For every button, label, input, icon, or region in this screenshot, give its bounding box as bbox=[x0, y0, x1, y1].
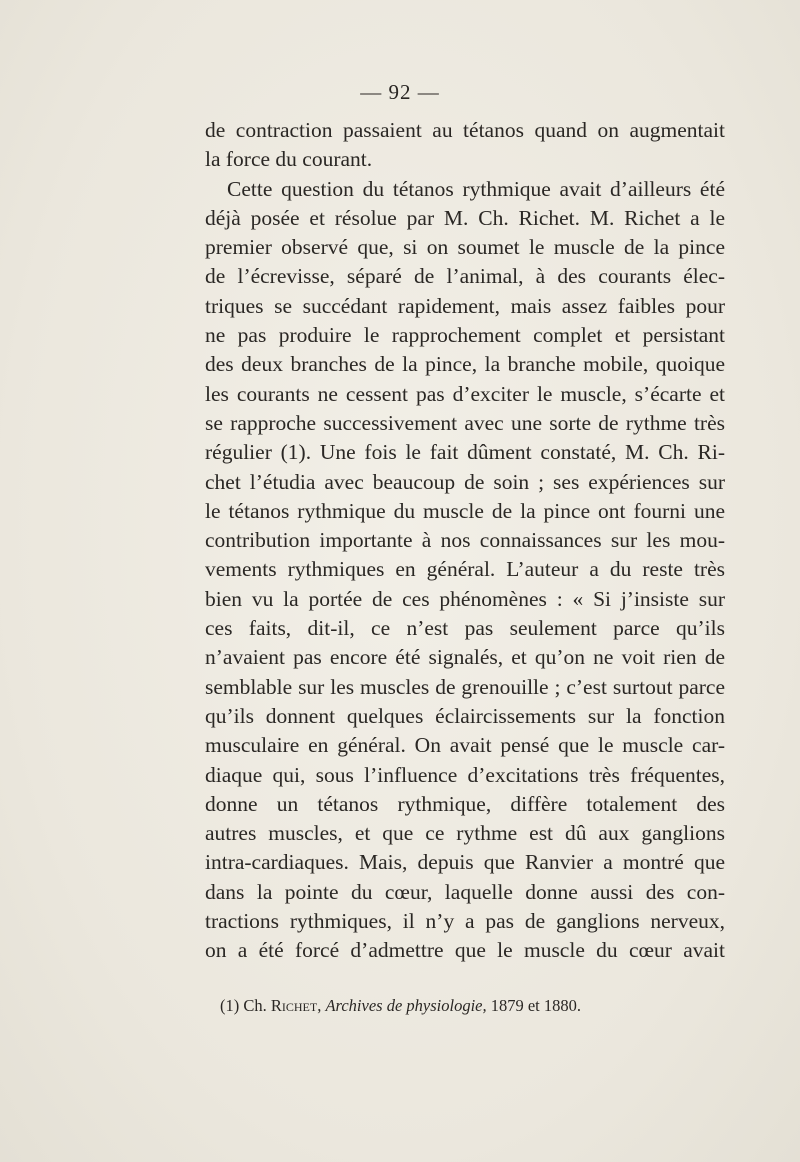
text-line: donne un tétanos rythmique, diffère totalement des bbox=[205, 791, 725, 816]
text-line: les courants ne cessent pas d’exciter le muscle, s’écarte et bbox=[205, 381, 725, 406]
text-line: on a été forcé d’admettre que le muscle du cœur avait bbox=[205, 938, 725, 963]
page-number: — 92 — bbox=[360, 80, 440, 104]
text-line: intra-cardiaques. Mais, depuis que Ranvier a montré que bbox=[205, 850, 725, 875]
text-line: des deux branches de la pince, la branche mobile, quoique bbox=[205, 352, 725, 377]
text-line: dans la pointe du cœur, laquelle donne aussi des con- bbox=[205, 879, 725, 904]
text-line: tractions rythmiques, il n’y a pas de ganglions nerveux, bbox=[205, 909, 725, 934]
text-line: déjà posée et résolue par M. Ch. Richet. M. Richet a le bbox=[205, 205, 725, 230]
text-line: ces faits, dit-il, ce n’est pas seulement parce qu’ils bbox=[205, 616, 725, 641]
text-line: se rapproche successivement avec une sorte de rythme très bbox=[205, 410, 725, 435]
text-line: la force du courant. bbox=[205, 147, 373, 172]
text-line: Cette question du tétanos rythmique avait d’ailleurs été bbox=[227, 176, 725, 201]
text-line: autres muscles, et que ce rythme est dû aux ganglions bbox=[205, 821, 725, 846]
footnote-title: Archives de physiologie, bbox=[325, 996, 487, 1015]
text-line: diaque qui, sous l’influence d’excitations très fréquentes, bbox=[205, 762, 725, 787]
text-line: le tétanos rythmique du muscle de la pince ont fourni une bbox=[205, 498, 725, 523]
text-line: qu’ils donnent quelques éclaircissements sur la fonction bbox=[205, 703, 725, 728]
text-line: musculaire en général. On avait pensé que le muscle car- bbox=[205, 733, 725, 758]
text-line: de contraction passaient au tétanos quand on augmentait bbox=[205, 118, 725, 142]
body-text bbox=[205, 116, 725, 966]
text-line: chet l’étudia avec beaucoup de soin ; ses expériences sur bbox=[205, 469, 725, 494]
footnote-years: 1879 et 1880. bbox=[490, 996, 582, 1015]
footnote-marker: (1) Ch. bbox=[220, 996, 267, 1015]
text-line: premier observé que, si on soumet le muscle de la pince bbox=[205, 235, 725, 260]
footnote bbox=[220, 995, 725, 1017]
text-line: contribution importante à nos connaissances sur les mou- bbox=[205, 528, 725, 553]
footnote-author: Richet, bbox=[270, 996, 322, 1015]
text-line: régulier (1). Une fois le fait dûment constaté, M. Ch. Ri- bbox=[205, 440, 725, 465]
text-line: ne pas produire le rapprochement complet et persistant bbox=[205, 323, 725, 348]
text-line: n’avaient pas encore été signalés, et qu’on ne voit rien de bbox=[205, 645, 725, 670]
text-line: vements rythmiques en général. L’auteur a du reste très bbox=[205, 557, 725, 582]
text-line: triques se succédant rapidement, mais assez faibles pour bbox=[205, 293, 725, 318]
text-line: bien vu la portée de ces phénomènes : « Si j’insiste sur bbox=[205, 586, 725, 611]
text-line: semblable sur les muscles de grenouille ; c’est surtout parce bbox=[205, 674, 725, 699]
text-line: de l’écrevisse, séparé de l’animal, à des courants élec- bbox=[205, 264, 725, 289]
